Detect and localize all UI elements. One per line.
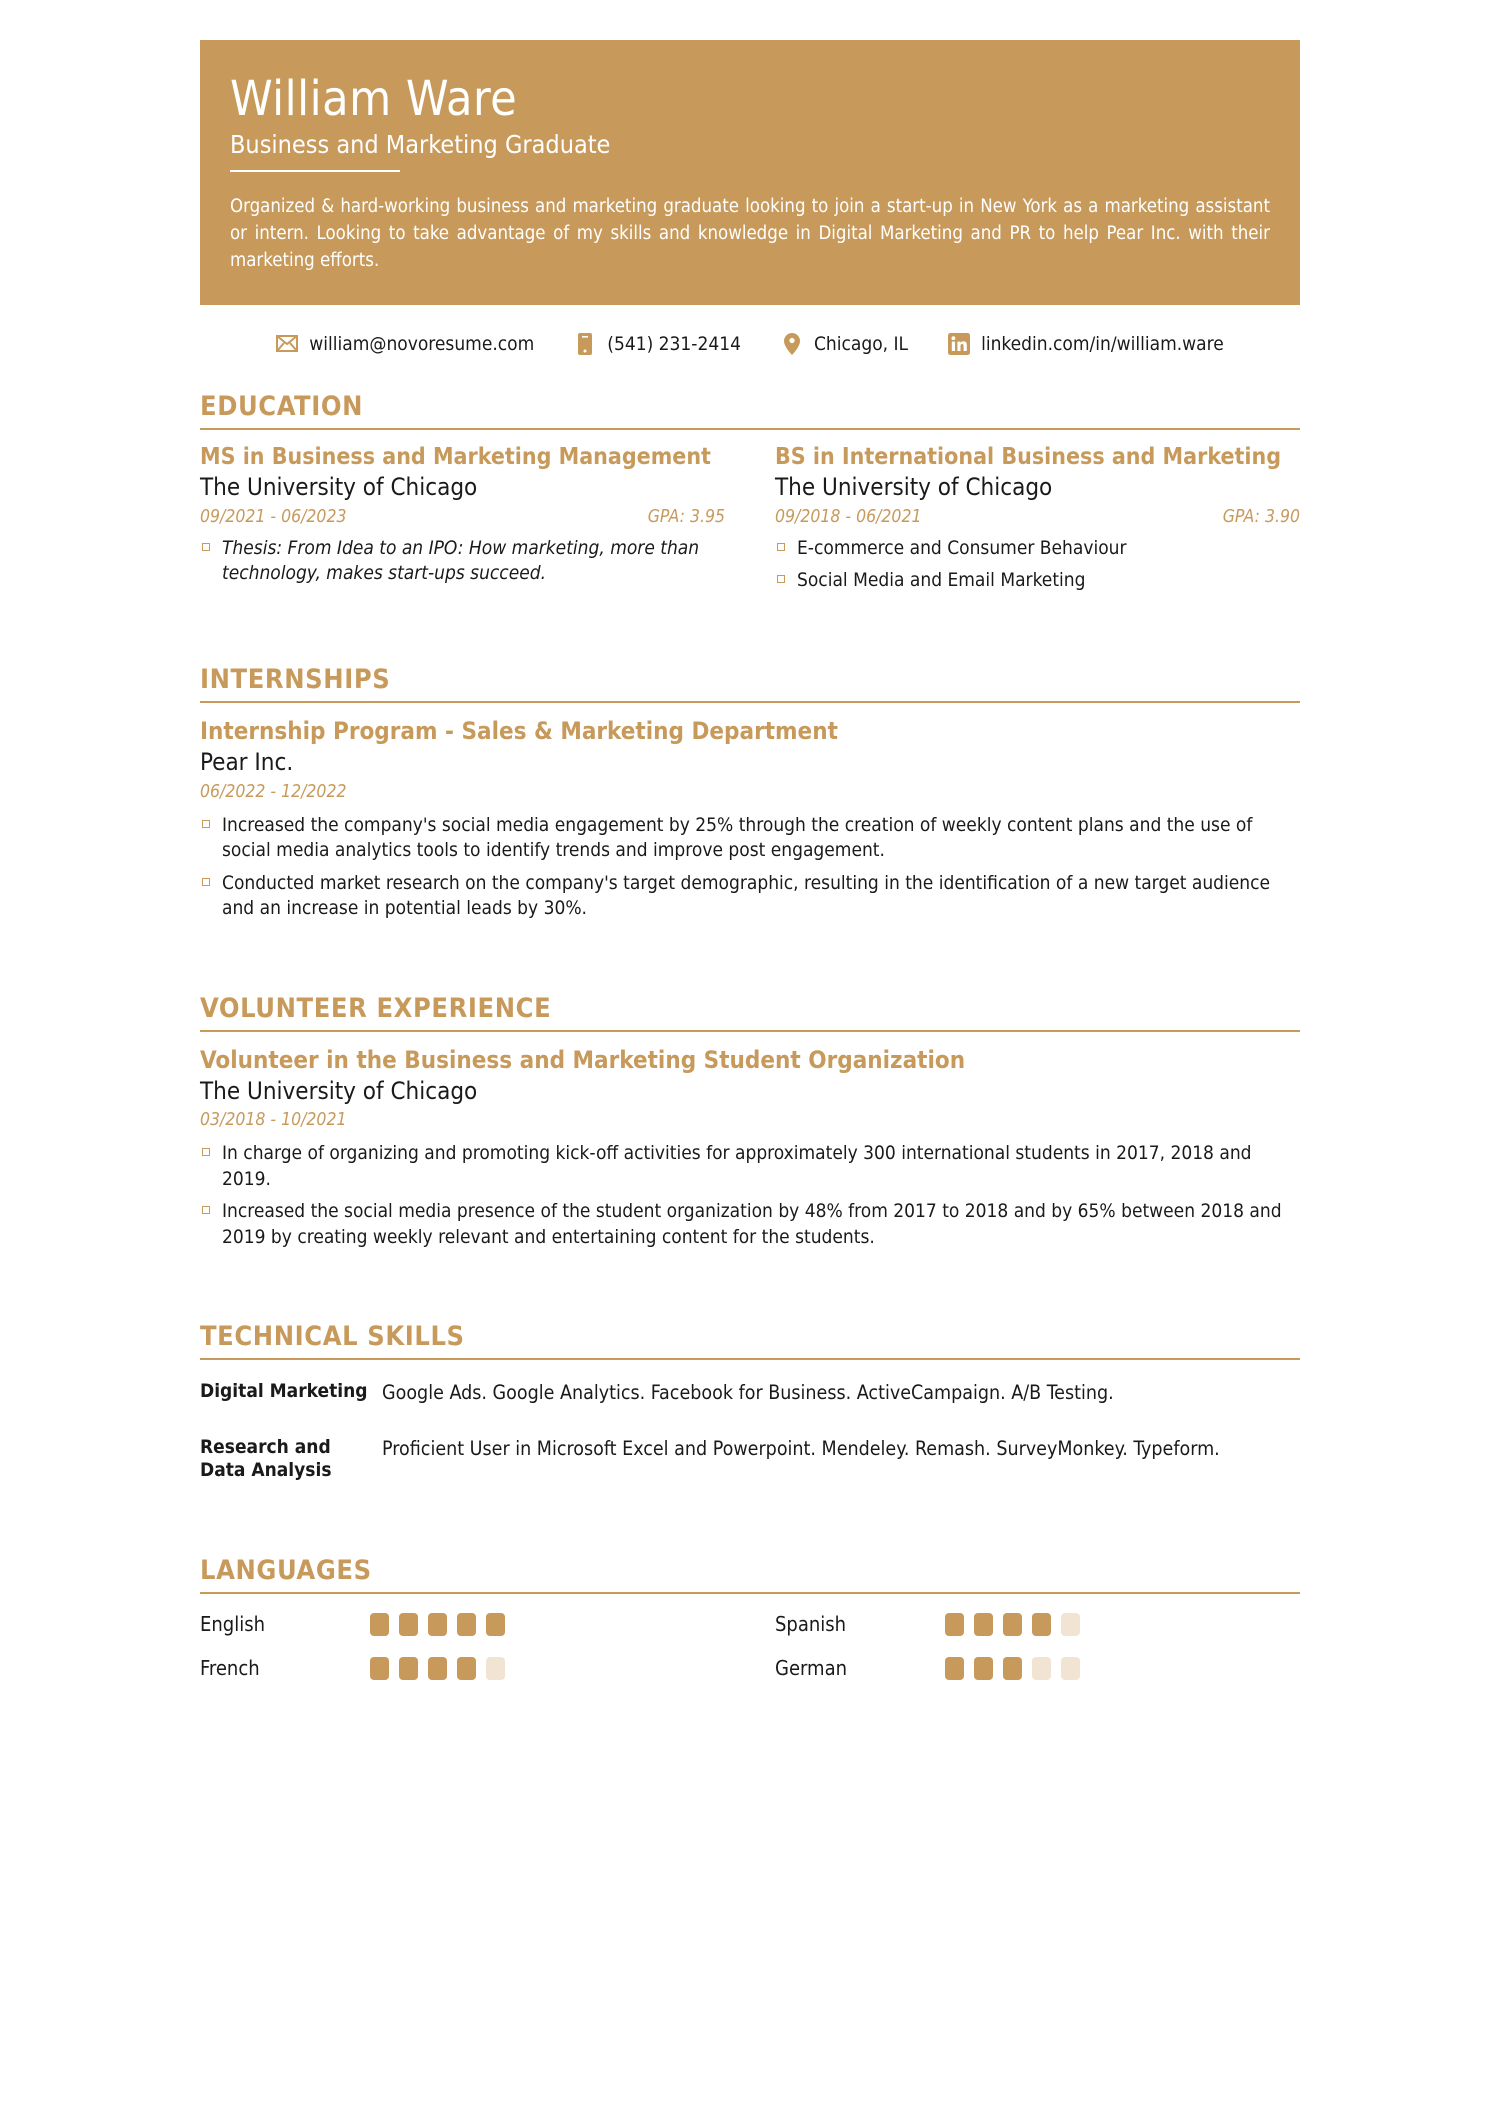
bullet-square-icon (202, 1148, 210, 1156)
language-name: Spanish (775, 1612, 847, 1637)
level-dot-empty (1061, 1613, 1080, 1636)
list-item (200, 1141, 1300, 1192)
section-volunteer (200, 993, 1300, 1250)
skill-category-value: Google Ads. Google Analytics. Facebook for Business. ActiveCampaign. A/B Testing. (382, 1381, 1114, 1405)
list-item-text: Thesis: From Idea to an IPO: How marketing, more than technology, makes start-ups succeed. (222, 536, 700, 584)
bullet-square-icon (202, 820, 210, 828)
volunteer-role: Volunteer in the Business and Marketing Student Organization (200, 1045, 966, 1074)
internship-role: Internship Program - Sales & Marketing Department (200, 717, 838, 746)
education-school: The University of Chicago (200, 472, 478, 501)
language-level-meter (945, 1657, 1080, 1680)
education-gpa: GPA: 3.90 (1222, 506, 1300, 527)
level-dot-empty (486, 1657, 505, 1680)
contact-location-text: Chicago, IL (813, 332, 909, 355)
education-bullets (775, 536, 1300, 594)
list-item-text: Increased the company's social media engagement by 25% through the creation of weekly content plans and the use of social media analytics tools to identify trends and improve post engagement. (222, 814, 1253, 862)
phone-icon (574, 333, 596, 355)
level-dot-empty (1061, 1657, 1080, 1680)
email-icon (276, 333, 298, 355)
contact-phone-text: (541) 231-2414 (607, 332, 741, 355)
section-divider-technical-skills (200, 1358, 1300, 1360)
language-name: English (200, 1612, 265, 1637)
internship-entry (200, 717, 1300, 921)
list-item (200, 1199, 1300, 1250)
section-divider-education (200, 428, 1300, 430)
contact-row (200, 305, 1300, 373)
level-dot-filled (399, 1613, 418, 1636)
section-divider-internships (200, 701, 1300, 703)
resume-content (200, 0, 1300, 1680)
bullet-square-icon (777, 575, 785, 583)
location-pin-icon (781, 333, 803, 355)
level-dot-filled (428, 1657, 447, 1680)
language-item-english (200, 1612, 725, 1636)
section-education (200, 391, 1300, 601)
list-item (200, 871, 1300, 922)
level-dot-filled (1003, 1613, 1022, 1636)
education-meta (775, 507, 1300, 527)
list-item (200, 536, 725, 587)
spacer (200, 600, 1300, 646)
language-level-meter (370, 1613, 505, 1636)
profile-summary: Organized & hard-working business and marketing graduate looking to join a start-up in New York as a marketing assistant or intern. Looking to take advantage of my skills and knowledge in Digital Marketing and PR to help Pear Inc. with their marketing efforts. (230, 196, 1270, 272)
level-dot-empty (1032, 1657, 1051, 1680)
education-bullets (200, 536, 725, 587)
language-level-meter (370, 1657, 505, 1680)
education-entry-left (200, 444, 725, 601)
contact-location[interactable] (781, 333, 908, 355)
list-item (200, 813, 1300, 864)
language-name: German (775, 1656, 848, 1681)
section-title-education: EDUCATION (200, 390, 363, 422)
list-item (775, 536, 1300, 561)
level-dot-filled (945, 1657, 964, 1680)
languages-grid (200, 1608, 1300, 1680)
contact-email-text: william@novoresume.com (309, 332, 535, 355)
level-dot-filled (1003, 1657, 1022, 1680)
level-dot-filled (428, 1613, 447, 1636)
internship-dates: 06/2022 - 12/2022 (200, 782, 347, 803)
skill-category-label: Research and Data Analysis (200, 1435, 332, 1482)
level-dot-filled (974, 1613, 993, 1636)
volunteer-bullets (200, 1141, 1300, 1250)
contact-phone[interactable] (574, 333, 741, 355)
job-title: Business and Marketing Graduate (230, 130, 611, 160)
spacer (200, 1507, 1300, 1537)
spacer (200, 929, 1300, 975)
table-row (200, 1374, 1300, 1429)
education-gpa: GPA: 3.95 (647, 506, 725, 527)
language-item-german (775, 1656, 1300, 1680)
education-school: The University of Chicago (775, 472, 1053, 501)
bullet-square-icon (777, 543, 785, 551)
list-item-text: Social Media and Email Marketing (797, 568, 1086, 591)
level-dot-filled (399, 1657, 418, 1680)
section-divider-volunteer (200, 1030, 1300, 1032)
level-dot-filled (486, 1613, 505, 1636)
contact-email[interactable] (276, 333, 534, 355)
level-dot-filled (370, 1613, 389, 1636)
education-entry-right (775, 444, 1300, 601)
education-meta (200, 507, 725, 527)
language-item-spanish (775, 1612, 1300, 1636)
section-title-technical-skills: TECHNICAL SKILLS (200, 1321, 465, 1353)
section-title-volunteer: VOLUNTEER EXPERIENCE (200, 992, 552, 1024)
list-item (775, 568, 1300, 593)
level-dot-filled (457, 1613, 476, 1636)
education-dates: 09/2021 - 06/2023 (200, 506, 347, 527)
header-banner (200, 40, 1300, 305)
internship-company: Pear Inc. (200, 748, 294, 777)
skill-category-value: Proficient User in Microsoft Excel and Powerpoint. Mendeley. Remash. SurveyMonkey. Typeform. (382, 1436, 1220, 1460)
page-title: William Ware (230, 71, 518, 127)
section-technical-skills (200, 1321, 1300, 1507)
title-divider (230, 170, 400, 172)
language-item-french (200, 1656, 725, 1680)
volunteer-entry (200, 1046, 1300, 1250)
section-internships (200, 664, 1300, 921)
level-dot-filled (945, 1613, 964, 1636)
contact-linkedin-text: linkedin.com/in/william.ware (981, 332, 1224, 355)
level-dot-filled (370, 1657, 389, 1680)
level-dot-filled (974, 1657, 993, 1680)
bullet-square-icon (202, 878, 210, 886)
language-name: French (200, 1656, 260, 1681)
list-item-text: In charge of organizing and promoting kick-off activities for approximately 300 international students in 2017, 2018 and 2019. (222, 1142, 1252, 1190)
linkedin-icon (948, 333, 970, 355)
volunteer-dates: 03/2018 - 10/2021 (200, 1110, 347, 1131)
education-columns (200, 444, 1300, 601)
internship-bullets (200, 813, 1300, 922)
level-dot-filled (1032, 1613, 1051, 1636)
education-degree: MS in Business and Marketing Management (200, 443, 711, 470)
contact-linkedin[interactable] (948, 333, 1224, 355)
list-item-text: E-commerce and Consumer Behaviour (797, 536, 1127, 559)
section-languages (200, 1555, 1300, 1680)
language-level-meter (945, 1613, 1080, 1636)
list-item-text: Increased the social media presence of the student organization by 48% from 2017 to 2018 and by 65% between 2018 and 2019 by creating weekly relevant and entertaining content for the students. (222, 1200, 1282, 1248)
section-divider-languages (200, 1592, 1300, 1594)
volunteer-organization: The University of Chicago (200, 1076, 478, 1105)
bullet-square-icon (202, 1206, 210, 1214)
level-dot-filled (457, 1657, 476, 1680)
bullet-square-icon (202, 543, 210, 551)
skill-category-label: Digital Marketing (200, 1380, 368, 1403)
education-dates: 09/2018 - 06/2021 (775, 506, 922, 527)
spacer (200, 1257, 1300, 1303)
section-title-internships: INTERNSHIPS (200, 664, 391, 696)
list-item-text: Conducted market research on the company's target demographic, resulting in the identification of a new target audience and an increase in potential leads by 30%. (222, 871, 1271, 920)
table-row (200, 1430, 1300, 1508)
section-title-languages: LANGUAGES (200, 1555, 372, 1587)
skills-table (200, 1374, 1300, 1507)
education-degree: BS in International Business and Marketing (775, 443, 1282, 470)
